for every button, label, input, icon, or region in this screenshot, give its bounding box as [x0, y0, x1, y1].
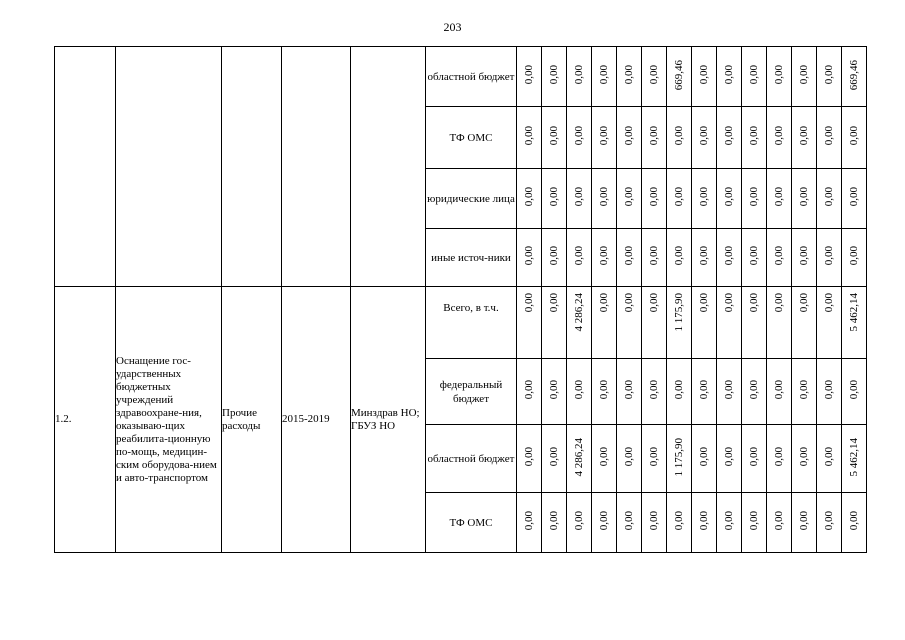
- amount-value: 0,00: [723, 380, 735, 400]
- amount-value: 0,00: [848, 380, 860, 400]
- amount-value: 0,00: [573, 511, 585, 531]
- amount-value: 0,00: [523, 380, 535, 400]
- amount-value: 0,00: [598, 511, 610, 531]
- amount-value: 0,00: [798, 65, 810, 85]
- amount-value: 0,00: [773, 246, 785, 266]
- amount-value: 0,00: [848, 126, 860, 146]
- amount-value: 0,00: [698, 447, 710, 467]
- amount-value: 0,00: [623, 447, 635, 467]
- amount-cell: [567, 107, 592, 169]
- amount-value: 0,00: [523, 187, 535, 207]
- amount-value: 0,00: [648, 293, 660, 313]
- amount-cell: [767, 359, 792, 425]
- amount-value: 0,00: [573, 246, 585, 266]
- amount-value: 0,00: [773, 126, 785, 146]
- amount-cell: [517, 359, 542, 425]
- amount-cell: [842, 169, 867, 229]
- amount-value: 0,00: [748, 293, 760, 313]
- amount-value: 0,00: [723, 65, 735, 85]
- amount-value: 0,00: [598, 293, 610, 313]
- amount-cell: [717, 229, 742, 287]
- amount-value: 0,00: [548, 380, 560, 400]
- amount-cell: [542, 229, 567, 287]
- amount-cell: [692, 169, 717, 229]
- amount-value: 0,00: [698, 126, 710, 146]
- amount-cell: [667, 359, 692, 425]
- funding-source-cell: [426, 47, 517, 107]
- funding-source-cell: [426, 107, 517, 169]
- amount-cell: [767, 229, 792, 287]
- amount-value: 0,00: [548, 246, 560, 266]
- amount-cell: [542, 169, 567, 229]
- amount-cell: [567, 229, 592, 287]
- amount-cell: [792, 493, 817, 553]
- amount-value: 0,00: [598, 126, 610, 146]
- amount-value: 0,00: [823, 65, 835, 85]
- amount-cell: [767, 493, 792, 553]
- row-number-cell: [55, 287, 116, 553]
- amount-cell: [842, 493, 867, 553]
- amount-value: 0,00: [848, 511, 860, 531]
- amount-value: 0,00: [848, 187, 860, 207]
- amount-cell: [517, 107, 542, 169]
- funding-source-label: областной бюджет: [427, 452, 515, 465]
- amount-value: 0,00: [748, 511, 760, 531]
- amount-cell: [517, 493, 542, 553]
- measure-text: Оснащение гос-ударственных бюджетных учреждений здравоохране-ния, оказываю-щих реабилита-ционную по-мощь, медицин-ским оборудова-нием и авто-транспортом: [116, 354, 217, 484]
- amount-cell: [592, 493, 617, 553]
- row-number-text: 1.2.: [55, 413, 72, 425]
- amount-cell: [592, 229, 617, 287]
- amount-cell: [642, 287, 667, 359]
- amount-value: 0,00: [648, 447, 660, 467]
- period-cell: [282, 47, 351, 287]
- amount-cell: [617, 359, 642, 425]
- amount-cell: [817, 425, 842, 493]
- amount-cell: [767, 169, 792, 229]
- amount-value: 0,00: [723, 511, 735, 531]
- amount-value: 0,00: [573, 65, 585, 85]
- amount-cell: [517, 287, 542, 359]
- amount-cell: [567, 425, 592, 493]
- expense-type-text: Прочие расходы: [222, 406, 261, 432]
- amount-cell: [542, 107, 567, 169]
- funding-source-label: областной бюджет: [427, 70, 515, 83]
- amount-value: 0,00: [798, 187, 810, 207]
- amount-cell: [817, 229, 842, 287]
- amount-value: 0,00: [748, 380, 760, 400]
- amount-value: 0,00: [548, 511, 560, 531]
- amount-value: 0,00: [773, 65, 785, 85]
- amount-value: 0,00: [523, 126, 535, 146]
- amount-value: 0,00: [598, 246, 610, 266]
- funding-source-label: федеральный бюджет: [439, 378, 503, 405]
- amount-cell: [592, 425, 617, 493]
- amount-value: 0,00: [698, 511, 710, 531]
- amount-cell: [717, 425, 742, 493]
- amount-cell: [617, 47, 642, 107]
- amount-cell: [667, 425, 692, 493]
- amount-cell: [617, 287, 642, 359]
- amount-value: 0,00: [798, 380, 810, 400]
- measure-cell: [116, 47, 222, 287]
- amount-cell: [817, 287, 842, 359]
- amount-cell: [642, 493, 667, 553]
- amount-cell: [567, 47, 592, 107]
- amount-value: 0,00: [773, 187, 785, 207]
- amount-value: 0,00: [548, 65, 560, 85]
- amount-value: 0,00: [598, 187, 610, 207]
- amount-value: 1 175,90: [673, 437, 685, 477]
- amount-value: 0,00: [523, 447, 535, 467]
- amount-value: 669,46: [673, 59, 685, 91]
- amount-value: 0,00: [773, 380, 785, 400]
- amount-value: 0,00: [623, 293, 635, 313]
- measure-cell: [116, 287, 222, 553]
- amount-value: 0,00: [548, 447, 560, 467]
- amount-cell: [742, 169, 767, 229]
- amount-cell: [517, 47, 542, 107]
- amount-cell: [617, 425, 642, 493]
- amount-cell: [792, 359, 817, 425]
- amount-value: 0,00: [673, 511, 685, 531]
- amount-value: 0,00: [648, 65, 660, 85]
- amount-cell: [767, 287, 792, 359]
- amount-value: 0,00: [723, 187, 735, 207]
- amount-value: 0,00: [748, 65, 760, 85]
- amount-value: 0,00: [598, 65, 610, 85]
- amount-cell: [817, 107, 842, 169]
- amount-value: 0,00: [523, 293, 535, 313]
- amount-value: 0,00: [723, 126, 735, 146]
- amount-value: 0,00: [573, 126, 585, 146]
- amount-value: 0,00: [673, 246, 685, 266]
- amount-cell: [567, 287, 592, 359]
- amount-value: 4 286,24: [573, 293, 585, 332]
- amount-cell: [717, 287, 742, 359]
- amount-cell: [642, 107, 667, 169]
- amount-value: 0,00: [823, 447, 835, 467]
- executor-cell: [351, 287, 426, 553]
- amount-value: 0,00: [823, 187, 835, 207]
- amount-value: 5 462,14: [848, 437, 860, 477]
- amount-value: 0,00: [723, 246, 735, 266]
- amount-cell: [817, 169, 842, 229]
- amount-cell: [617, 493, 642, 553]
- amount-value: 0,00: [848, 246, 860, 266]
- expense-type-cell: [222, 287, 282, 553]
- amount-cell: [792, 229, 817, 287]
- amount-cell: [667, 287, 692, 359]
- amount-cell: [792, 425, 817, 493]
- amount-cell: [542, 287, 567, 359]
- amount-cell: [767, 425, 792, 493]
- amount-cell: [592, 169, 617, 229]
- amount-cell: [567, 169, 592, 229]
- amount-value: 0,00: [623, 65, 635, 85]
- amount-cell: [792, 287, 817, 359]
- amount-cell: [517, 169, 542, 229]
- amount-value: 0,00: [648, 380, 660, 400]
- amount-value: 0,00: [598, 447, 610, 467]
- amount-value: 0,00: [798, 246, 810, 266]
- amount-cell: [817, 359, 842, 425]
- amount-cell: [842, 359, 867, 425]
- amount-value: 0,00: [773, 293, 785, 313]
- amount-value: 0,00: [623, 187, 635, 207]
- amount-cell: [817, 493, 842, 553]
- amount-cell: [717, 493, 742, 553]
- amount-value: 0,00: [598, 380, 610, 400]
- amount-value: 0,00: [648, 126, 660, 146]
- amount-cell: [667, 229, 692, 287]
- amount-cell: [567, 493, 592, 553]
- amount-cell: [667, 493, 692, 553]
- table-row: [55, 47, 867, 107]
- period-text: 2015-2019: [282, 413, 330, 425]
- amount-cell: [692, 229, 717, 287]
- amount-cell: [617, 107, 642, 169]
- amount-cell: [717, 107, 742, 169]
- amount-value: 0,00: [623, 246, 635, 266]
- amount-value: 0,00: [523, 511, 535, 531]
- amount-cell: [667, 169, 692, 229]
- amount-value: 0,00: [748, 447, 760, 467]
- amount-cell: [517, 425, 542, 493]
- amount-value: 0,00: [823, 511, 835, 531]
- amount-cell: [542, 493, 567, 553]
- amount-value: 0,00: [523, 65, 535, 85]
- period-cell: [282, 287, 351, 553]
- page-number: 203: [443, 20, 462, 34]
- amount-cell: [567, 359, 592, 425]
- amount-value: 0,00: [623, 511, 635, 531]
- funding-source-label: юридические лица: [427, 192, 515, 205]
- amount-cell: [692, 287, 717, 359]
- amount-value: 0,00: [723, 447, 735, 467]
- amount-cell: [792, 47, 817, 107]
- amount-cell: [542, 47, 567, 107]
- amount-value: 0,00: [548, 187, 560, 207]
- amount-cell: [817, 47, 842, 107]
- amount-value: 0,00: [823, 380, 835, 400]
- amount-cell: [792, 169, 817, 229]
- funding-source-cell: [426, 493, 517, 553]
- funding-source-label: ТФ ОМС: [449, 131, 493, 144]
- amount-value: 0,00: [523, 246, 535, 266]
- amount-cell: [617, 229, 642, 287]
- amount-cell: [742, 425, 767, 493]
- funding-source-cell: [426, 287, 517, 359]
- amount-cell: [842, 47, 867, 107]
- amount-cell: [667, 47, 692, 107]
- amount-value: 0,00: [673, 187, 685, 207]
- amount-value: 0,00: [698, 293, 710, 313]
- amount-value: 0,00: [673, 126, 685, 146]
- amount-value: 0,00: [748, 126, 760, 146]
- amount-cell: [642, 47, 667, 107]
- amount-cell: [842, 425, 867, 493]
- amount-cell: [842, 287, 867, 359]
- amount-value: 0,00: [573, 187, 585, 207]
- amount-value: 669,46: [848, 59, 860, 91]
- amount-value: 0,00: [698, 187, 710, 207]
- amount-cell: [742, 493, 767, 553]
- amount-cell: [742, 359, 767, 425]
- amount-cell: [542, 425, 567, 493]
- amount-cell: [692, 47, 717, 107]
- amount-value: 0,00: [573, 380, 585, 400]
- amount-cell: [642, 169, 667, 229]
- amount-cell: [767, 107, 792, 169]
- executor-cell: [351, 47, 426, 287]
- funding-source-cell: [426, 425, 517, 493]
- table-row: [55, 287, 867, 359]
- amount-cell: [692, 425, 717, 493]
- funding-source-cell: [426, 229, 517, 287]
- amount-value: 0,00: [748, 187, 760, 207]
- amount-cell: [517, 229, 542, 287]
- amount-cell: [717, 359, 742, 425]
- amount-value: 0,00: [798, 511, 810, 531]
- amount-cell: [742, 107, 767, 169]
- executor-text: Минздрав НО; ГБУЗ НО: [351, 406, 420, 432]
- amount-cell: [742, 229, 767, 287]
- amount-cell: [592, 287, 617, 359]
- amount-value: 0,00: [548, 126, 560, 146]
- amount-value: 0,00: [623, 380, 635, 400]
- amount-cell: [842, 107, 867, 169]
- amount-value: 0,00: [823, 293, 835, 313]
- funding-source-label: ТФ ОМС: [449, 516, 493, 529]
- amount-cell: [642, 425, 667, 493]
- row-number-cell: [55, 47, 116, 287]
- amount-value: 0,00: [748, 246, 760, 266]
- amount-value: 4 286,24: [573, 437, 585, 477]
- amount-cell: [642, 359, 667, 425]
- amount-value: 0,00: [698, 65, 710, 85]
- amount-value: 0,00: [798, 447, 810, 467]
- amount-value: 0,00: [698, 380, 710, 400]
- amount-cell: [692, 107, 717, 169]
- amount-value: 0,00: [798, 293, 810, 313]
- amount-value: 0,00: [698, 246, 710, 266]
- amount-value: 0,00: [673, 380, 685, 400]
- amount-value: 0,00: [823, 246, 835, 266]
- amount-value: 5 462,14: [848, 293, 860, 332]
- amount-value: 0,00: [648, 246, 660, 266]
- amount-value: 0,00: [773, 447, 785, 467]
- amount-cell: [592, 359, 617, 425]
- amount-cell: [642, 229, 667, 287]
- amount-cell: [742, 47, 767, 107]
- funding-source-label: иные источ-ники: [431, 251, 511, 264]
- funding-source-cell: [426, 359, 517, 425]
- amount-cell: [592, 47, 617, 107]
- amount-cell: [542, 359, 567, 425]
- amount-value: 0,00: [648, 187, 660, 207]
- amount-cell: [742, 287, 767, 359]
- amount-cell: [617, 169, 642, 229]
- amount-cell: [692, 493, 717, 553]
- amount-cell: [842, 229, 867, 287]
- amount-value: 0,00: [773, 511, 785, 531]
- amount-value: 0,00: [798, 126, 810, 146]
- budget-table: [54, 46, 867, 553]
- amount-value: 0,00: [823, 126, 835, 146]
- amount-cell: [792, 107, 817, 169]
- amount-value: 0,00: [548, 293, 560, 313]
- amount-value: 0,00: [648, 511, 660, 531]
- amount-value: 0,00: [723, 293, 735, 313]
- amount-cell: [767, 47, 792, 107]
- funding-source-label: Всего, в т.ч.: [443, 302, 499, 314]
- expense-type-cell: [222, 47, 282, 287]
- amount-value: 0,00: [623, 126, 635, 146]
- amount-cell: [717, 169, 742, 229]
- amount-cell: [692, 359, 717, 425]
- amount-cell: [717, 47, 742, 107]
- funding-source-cell: [426, 169, 517, 229]
- amount-cell: [592, 107, 617, 169]
- amount-value: 1 175,90: [673, 293, 685, 332]
- amount-cell: [667, 107, 692, 169]
